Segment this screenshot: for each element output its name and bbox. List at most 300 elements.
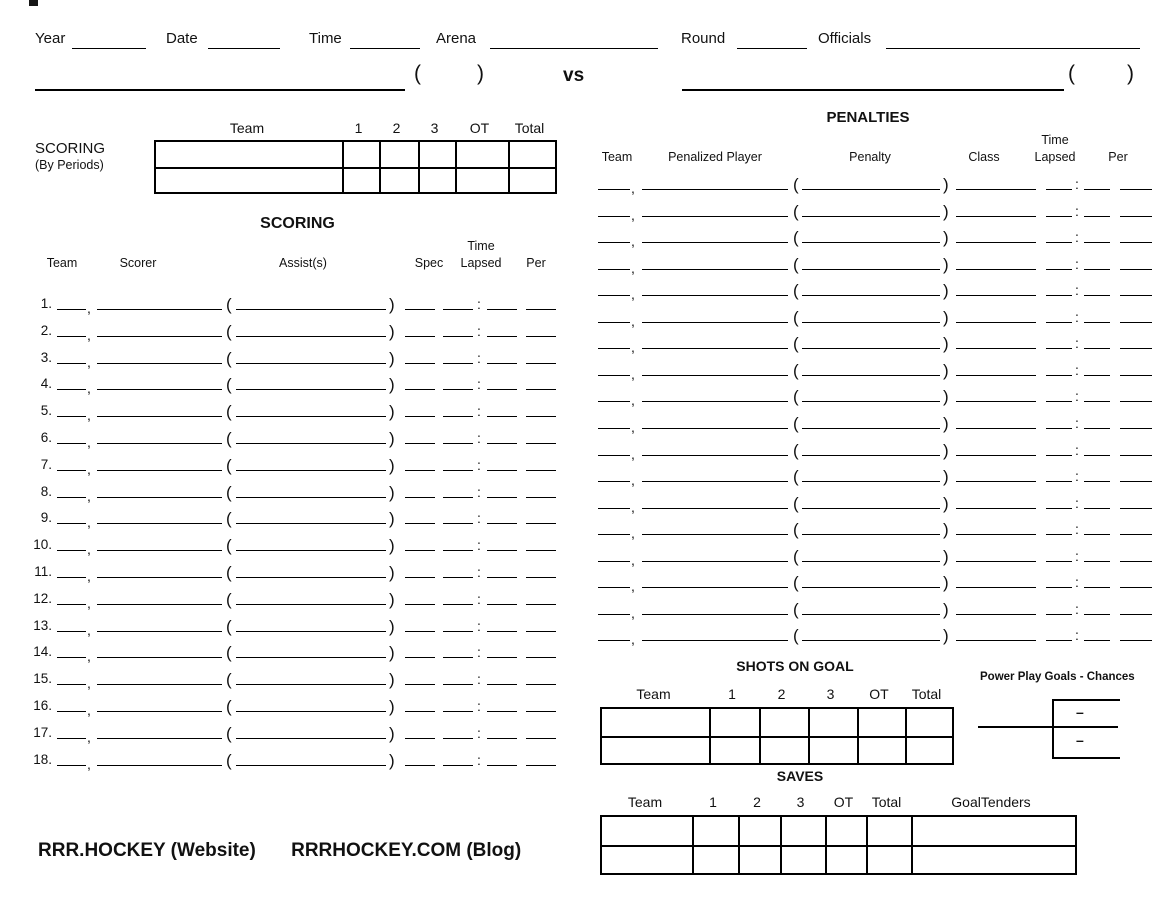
table-cell[interactable] [857, 736, 905, 763]
penalty-time-sec-blank[interactable] [1084, 442, 1110, 456]
penalty-team-blank[interactable] [598, 362, 630, 376]
penalty-time-sec-blank[interactable] [1084, 574, 1110, 588]
penalty-per-blank[interactable] [1120, 362, 1152, 376]
table-cell[interactable] [602, 709, 709, 736]
penalty-class-blank[interactable] [956, 468, 1036, 482]
penalty-time-sec-blank[interactable] [1084, 495, 1110, 509]
penalty-name-blank[interactable] [802, 442, 940, 456]
penalty-class-blank[interactable] [956, 601, 1036, 615]
assists-close-paren: ) [389, 509, 395, 529]
penalty-time-sec-blank[interactable] [1084, 229, 1110, 243]
penalty-team-blank[interactable] [598, 335, 630, 349]
penalties-title: PENALTIES [826, 109, 910, 126]
scoring-assists-blank[interactable] [236, 698, 386, 712]
penalty-row [0, 170, 1165, 196]
penalty-player-blank[interactable] [642, 495, 788, 509]
penalty-player-blank[interactable] [642, 601, 788, 615]
penalty-time-min-blank[interactable] [1046, 229, 1072, 243]
penalty-time-min-blank[interactable] [1046, 468, 1072, 482]
penalty-player-blank[interactable] [642, 521, 788, 535]
table-cell[interactable] [418, 142, 455, 167]
scoring-row-number: 16. [33, 698, 52, 713]
assists-open-paren: ( [226, 536, 232, 556]
penalty-open-paren: ( [793, 493, 799, 513]
penalty-player-blank[interactable] [642, 309, 788, 323]
time-colon: : [477, 483, 481, 500]
scoring-per-blank[interactable] [526, 698, 556, 712]
table-cell[interactable] [602, 817, 692, 845]
time-colon: : [1075, 414, 1079, 431]
penalty-per-blank[interactable] [1120, 468, 1152, 482]
scoring-per-blank[interactable] [526, 725, 556, 739]
penalty-class-blank[interactable] [956, 627, 1036, 641]
penalty-name-blank[interactable] [802, 256, 940, 270]
penalty-per-blank[interactable] [1120, 627, 1152, 641]
penalty-time-min-blank[interactable] [1046, 203, 1072, 217]
scoring-assists-blank[interactable] [236, 644, 386, 658]
penalty-class-blank[interactable] [956, 335, 1036, 349]
penalty-class-blank[interactable] [956, 442, 1036, 456]
column-header: GoalTenders [951, 794, 1031, 810]
penalty-player-blank[interactable] [642, 574, 788, 588]
penalty-class-blank[interactable] [956, 229, 1036, 243]
scoring-col-time-1: Time [467, 239, 495, 253]
penalty-player-blank[interactable] [642, 176, 788, 190]
scoring-scorer-blank[interactable] [97, 752, 222, 766]
penalty-player-blank[interactable] [642, 548, 788, 562]
comma: , [87, 434, 91, 450]
penalty-team-blank[interactable] [598, 468, 630, 482]
penalty-team-blank[interactable] [598, 176, 630, 190]
table-cell[interactable] [808, 709, 857, 736]
penalty-name-blank[interactable] [802, 415, 940, 429]
time-colon: : [477, 724, 481, 741]
table-cell[interactable] [808, 736, 857, 763]
scoring-time-sec-blank[interactable] [487, 725, 517, 739]
time-blank[interactable] [350, 33, 420, 49]
scoring-assists-blank[interactable] [236, 725, 386, 739]
penalty-per-blank[interactable] [1120, 256, 1152, 270]
penalty-open-paren: ( [793, 546, 799, 566]
penalty-per-blank[interactable] [1120, 388, 1152, 402]
penalty-close-paren: ) [943, 334, 949, 354]
scoring-time-sec-blank[interactable] [487, 671, 517, 685]
column-header: Team [229, 120, 265, 136]
scoring-spec-blank[interactable] [405, 752, 435, 766]
penalty-class-blank[interactable] [956, 548, 1036, 562]
penalty-player-blank[interactable] [642, 627, 788, 641]
penalty-time-min-blank[interactable] [1046, 176, 1072, 190]
table-cell[interactable] [911, 817, 1075, 845]
penalty-time-sec-blank[interactable] [1084, 468, 1110, 482]
penalty-player-blank[interactable] [642, 256, 788, 270]
penalty-time-min-blank[interactable] [1046, 601, 1072, 615]
assists-open-paren: ( [226, 482, 232, 502]
shots-table-header [600, 686, 950, 702]
table-cell[interactable] [602, 845, 692, 873]
penalty-time-sec-blank[interactable] [1084, 282, 1110, 296]
table-cell[interactable] [709, 736, 759, 763]
table-cell[interactable] [866, 845, 911, 873]
penalty-team-blank[interactable] [598, 282, 630, 296]
scoring-time-min-blank[interactable] [443, 698, 473, 712]
penalty-row [0, 595, 1165, 621]
table-cell[interactable] [692, 817, 738, 845]
penalty-player-blank[interactable] [642, 282, 788, 296]
table-cell[interactable] [825, 845, 866, 873]
penalty-team-blank[interactable] [598, 627, 630, 641]
comma: , [631, 180, 635, 196]
time-colon: : [1075, 361, 1079, 378]
time-colon: : [477, 403, 481, 420]
penalty-row [0, 197, 1165, 223]
penalty-row [0, 489, 1165, 515]
table-cell[interactable] [709, 709, 759, 736]
penalty-per-blank[interactable] [1120, 282, 1152, 296]
date-blank[interactable] [208, 33, 280, 49]
assists-close-paren: ) [389, 375, 395, 395]
scoring-col-time-2: Lapsed [460, 256, 502, 270]
scoring-by-periods-label-1: SCORING [35, 140, 106, 157]
assists-close-paren: ) [389, 429, 395, 448]
comma: , [631, 259, 635, 276]
table-cell[interactable] [455, 142, 508, 167]
penalty-name-blank[interactable] [802, 495, 940, 509]
penalty-row [0, 436, 1165, 462]
scoring-time-min-blank[interactable] [443, 671, 473, 685]
penalty-per-blank[interactable] [1120, 574, 1152, 588]
scoring-team-blank[interactable] [57, 725, 86, 739]
penalty-player-blank[interactable] [642, 468, 788, 482]
comma: , [87, 300, 91, 316]
penalty-name-blank[interactable] [802, 468, 940, 482]
round-blank[interactable] [737, 33, 807, 49]
table-cell[interactable] [156, 142, 342, 167]
table-cell[interactable] [905, 709, 952, 736]
penalty-class-blank[interactable] [956, 521, 1036, 535]
scoring-row-number: 17. [33, 724, 52, 740]
penalty-class-blank[interactable] [956, 282, 1036, 296]
penalty-per-blank[interactable] [1120, 548, 1152, 562]
penalty-open-paren: ( [793, 626, 799, 646]
penalty-open-paren: ( [793, 413, 799, 433]
penalty-name-blank[interactable] [802, 362, 940, 376]
penalty-open-paren: ( [793, 573, 799, 593]
assists-close-paren: ) [389, 321, 395, 341]
penalty-time-sec-blank[interactable] [1084, 415, 1110, 429]
penalty-class-blank[interactable] [956, 256, 1036, 270]
scoring-assists-blank[interactable] [236, 671, 386, 685]
officials-blank[interactable] [886, 33, 1140, 49]
penalty-name-blank[interactable] [802, 335, 940, 349]
penalty-per-blank[interactable] [1120, 495, 1152, 509]
penalty-time-min-blank[interactable] [1046, 442, 1072, 456]
penalty-close-paren: ) [943, 360, 949, 380]
time-colon: : [1075, 627, 1079, 644]
footer-blog: RRRHOCKEY.COM (Blog) [291, 840, 522, 861]
penalty-name-blank[interactable] [802, 521, 940, 535]
comma: , [87, 728, 91, 745]
away-score-close-paren: ) [1127, 62, 1134, 85]
table-cell[interactable] [780, 817, 825, 845]
penalty-team-blank[interactable] [598, 388, 630, 402]
comma: , [87, 541, 91, 558]
penalty-player-blank[interactable] [642, 415, 788, 429]
table-cell[interactable] [759, 736, 808, 763]
scoring-spec-blank[interactable] [405, 644, 435, 658]
penalty-class-blank[interactable] [956, 203, 1036, 217]
penalty-class-blank[interactable] [956, 388, 1036, 402]
penalty-team-blank[interactable] [598, 574, 630, 588]
scoring-assists-blank[interactable] [236, 752, 386, 766]
penalty-time-sec-blank[interactable] [1084, 335, 1110, 349]
penalty-close-paren: ) [943, 387, 949, 407]
scoring-row-number: 2. [40, 322, 52, 338]
column-header: OT [469, 120, 490, 136]
penalty-close-paren: ) [943, 493, 949, 513]
penalty-team-blank[interactable] [598, 495, 630, 509]
penalty-time-sec-blank[interactable] [1084, 521, 1110, 535]
scoring-row-number: 6. [40, 430, 52, 445]
scoring-team-blank[interactable] [57, 644, 86, 658]
penalty-time-sec-blank[interactable] [1084, 548, 1110, 562]
scoring-scorer-blank[interactable] [97, 671, 222, 685]
shots-on-goal-title: SHOTS ON GOAL [736, 658, 854, 674]
penalty-name-blank[interactable] [802, 574, 940, 588]
table-cell[interactable] [692, 845, 738, 873]
table-cell[interactable] [379, 142, 418, 167]
saves-title: SAVES [776, 768, 824, 784]
penalty-open-paren: ( [793, 307, 799, 327]
penalty-per-blank[interactable] [1120, 601, 1152, 615]
penalty-team-blank[interactable] [598, 309, 630, 323]
time-colon: : [477, 751, 481, 768]
table-cell[interactable] [866, 817, 911, 845]
table-cell[interactable] [780, 845, 825, 873]
penalty-per-blank[interactable] [1120, 415, 1152, 429]
comma: , [631, 418, 635, 435]
penalty-class-blank[interactable] [956, 309, 1036, 323]
penalty-close-paren: ) [943, 626, 949, 646]
scoring-team-blank[interactable] [57, 752, 86, 766]
penalty-player-blank[interactable] [642, 388, 788, 402]
penalty-team-blank[interactable] [598, 415, 630, 429]
table-cell[interactable] [825, 817, 866, 845]
penalty-class-blank[interactable] [956, 574, 1036, 588]
scoring-per-blank[interactable] [526, 644, 556, 658]
scoring-time-sec-blank[interactable] [487, 644, 517, 658]
penalty-class-blank[interactable] [956, 495, 1036, 509]
table-cell[interactable] [905, 736, 952, 763]
penalty-time-min-blank[interactable] [1046, 574, 1072, 588]
penalty-time-min-blank[interactable] [1046, 388, 1072, 402]
penalty-name-blank[interactable] [802, 627, 940, 641]
scoring-team-blank[interactable] [57, 698, 86, 712]
penalty-time-sec-blank[interactable] [1084, 256, 1110, 270]
comma: , [87, 755, 91, 772]
penalty-time-min-blank[interactable] [1046, 309, 1072, 323]
penalty-team-blank[interactable] [598, 229, 630, 243]
penalty-time-min-blank[interactable] [1046, 627, 1072, 641]
scoring-time-min-blank[interactable] [443, 725, 473, 739]
penalty-time-sec-blank[interactable] [1084, 309, 1110, 323]
time-colon: : [1075, 335, 1079, 352]
penalty-close-paren: ) [943, 520, 949, 540]
penalty-time-min-blank[interactable] [1046, 362, 1072, 376]
assists-open-paren: ( [226, 723, 232, 743]
assists-open-paren: ( [226, 616, 232, 636]
time-colon: : [477, 456, 481, 473]
penalty-time-sec-blank[interactable] [1084, 203, 1110, 217]
penalty-class-blank[interactable] [956, 176, 1036, 190]
penalty-name-blank[interactable] [802, 282, 940, 296]
penalty-time-sec-blank[interactable] [1084, 601, 1110, 615]
penalty-per-blank[interactable] [1120, 176, 1152, 190]
penalty-per-blank[interactable] [1120, 309, 1152, 323]
power-play-dash-1: – [1076, 704, 1084, 720]
penalty-time-min-blank[interactable] [1046, 256, 1072, 270]
scoring-row [0, 719, 1165, 745]
penalty-player-blank[interactable] [642, 362, 788, 376]
scoring-row-number: 7. [40, 456, 52, 472]
scoring-time-min-blank[interactable] [443, 644, 473, 658]
penalty-team-blank[interactable] [598, 256, 630, 270]
time-colon: : [477, 671, 481, 688]
penalty-time-min-blank[interactable] [1046, 282, 1072, 296]
penalty-time-min-blank[interactable] [1046, 335, 1072, 349]
away-team-blank[interactable] [682, 69, 1064, 91]
scoring-spec-blank[interactable] [405, 698, 435, 712]
assists-close-paren: ) [389, 482, 395, 502]
time-colon: : [477, 296, 481, 312]
assists-close-paren: ) [389, 536, 395, 556]
penalties-col-per: Per [1108, 150, 1128, 164]
scoring-scorer-blank[interactable] [97, 725, 222, 739]
penalty-name-blank[interactable] [802, 548, 940, 562]
penalty-per-blank[interactable] [1120, 229, 1152, 243]
away-score-open-paren: ( [1068, 62, 1075, 85]
scan-artifact [29, 0, 38, 6]
scoring-row-number: 3. [40, 349, 52, 365]
time-colon: : [477, 564, 481, 580]
penalty-time-sec-blank[interactable] [1084, 388, 1110, 402]
column-header: Total [871, 794, 902, 810]
penalty-open-paren: ( [793, 228, 799, 248]
column-header: 3 [796, 794, 805, 810]
assists-close-paren: ) [389, 697, 395, 716]
penalty-time-min-blank[interactable] [1046, 521, 1072, 535]
comma: , [631, 525, 635, 542]
penalty-open-paren: ( [793, 387, 799, 407]
power-play-box[interactable] [1052, 699, 1120, 759]
penalty-name-blank[interactable] [802, 203, 940, 217]
scoring-scorer-blank[interactable] [97, 644, 222, 658]
penalties-col-class: Class [968, 150, 1000, 164]
penalty-time-min-blank[interactable] [1046, 495, 1072, 509]
penalty-time-min-blank[interactable] [1046, 415, 1072, 429]
table-cell[interactable] [508, 142, 555, 167]
penalty-team-blank[interactable] [598, 203, 630, 217]
penalty-team-blank[interactable] [598, 521, 630, 535]
time-colon: : [1075, 202, 1079, 219]
year-blank[interactable] [72, 33, 146, 49]
penalty-team-blank[interactable] [598, 601, 630, 615]
power-play-divider-line [978, 726, 1118, 728]
penalty-per-blank[interactable] [1120, 521, 1152, 535]
home-score-close-paren: ) [477, 62, 484, 85]
assists-open-paren: ( [226, 670, 232, 690]
time-label: Time [309, 30, 342, 47]
penalty-name-blank[interactable] [802, 309, 940, 323]
table-cell[interactable] [738, 845, 780, 873]
penalties-col-player: Penalized Player [668, 150, 762, 164]
scoring-time-min-blank[interactable] [443, 752, 473, 766]
penalty-class-blank[interactable] [956, 415, 1036, 429]
penalty-player-blank[interactable] [642, 229, 788, 243]
penalty-name-blank[interactable] [802, 229, 940, 243]
scoring-spec-blank[interactable] [405, 725, 435, 739]
penalty-close-paren: ) [943, 440, 949, 460]
penalty-team-blank[interactable] [598, 442, 630, 456]
penalty-time-sec-blank[interactable] [1084, 627, 1110, 641]
table-cell[interactable] [857, 709, 905, 736]
table-cell[interactable] [602, 736, 709, 763]
scoring-col-spec: Spec [414, 256, 444, 270]
penalty-player-blank[interactable] [642, 203, 788, 217]
penalty-time-min-blank[interactable] [1046, 548, 1072, 562]
home-team-blank[interactable] [35, 69, 405, 91]
penalty-open-paren: ( [793, 281, 799, 301]
scoring-team-blank[interactable] [57, 671, 86, 685]
penalty-player-blank[interactable] [642, 442, 788, 456]
scoring-row-number: 1. [40, 296, 52, 311]
table-cell[interactable] [911, 845, 1075, 873]
scoring-col-assists: Assist(s) [279, 256, 327, 270]
penalty-class-blank[interactable] [956, 362, 1036, 376]
penalty-per-blank[interactable] [1120, 203, 1152, 217]
saves-table [600, 815, 1077, 875]
column-header: Team [636, 686, 671, 702]
scoring-col-per: Per [526, 256, 546, 270]
arena-blank[interactable] [490, 33, 658, 49]
penalty-team-blank[interactable] [598, 548, 630, 562]
scoring-scorer-blank[interactable] [97, 698, 222, 712]
table-cell[interactable] [738, 817, 780, 845]
scoring-time-sec-blank[interactable] [487, 698, 517, 712]
assists-open-paren: ( [226, 455, 232, 475]
penalty-time-sec-blank[interactable] [1084, 362, 1110, 376]
scoring-time-sec-blank[interactable] [487, 752, 517, 766]
penalty-per-blank[interactable] [1120, 335, 1152, 349]
penalty-time-sec-blank[interactable] [1084, 176, 1110, 190]
table-cell[interactable] [342, 142, 379, 167]
time-colon: : [477, 430, 481, 446]
penalty-name-blank[interactable] [802, 176, 940, 190]
penalty-name-blank[interactable] [802, 601, 940, 615]
table-cell[interactable] [759, 709, 808, 736]
penalty-per-blank[interactable] [1120, 442, 1152, 456]
penalties-col-penalty: Penalty [849, 150, 891, 164]
penalty-player-blank[interactable] [642, 335, 788, 349]
comma: , [631, 339, 635, 356]
comma: , [631, 365, 635, 382]
scoring-spec-blank[interactable] [405, 671, 435, 685]
time-colon: : [1075, 600, 1079, 617]
penalty-name-blank[interactable] [802, 388, 940, 402]
penalty-open-paren: ( [793, 334, 799, 354]
scoring-per-blank[interactable] [526, 752, 556, 766]
scoring-per-blank[interactable] [526, 671, 556, 685]
